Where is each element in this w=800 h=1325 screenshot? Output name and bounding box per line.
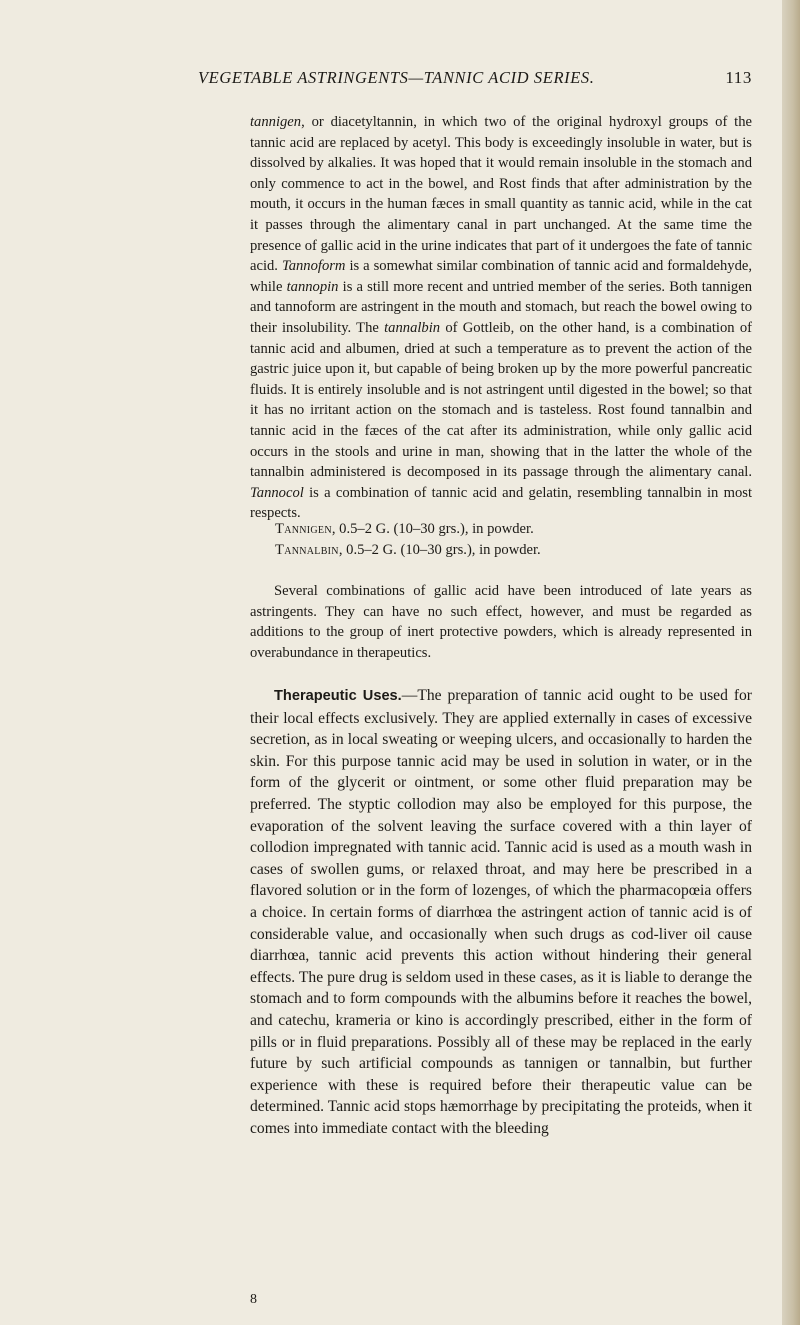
- paragraph-gallic-acid: Several combinations of gallic acid have been introduced of late years as astringents. They can have no such effect, however, and must be regarded as additions to the group of inert protective powders, which is already represented in overabundance in therapeutics.: [250, 583, 752, 661]
- dosage-amount: , 0.5–2 G. (10–30 grs.), in powder.: [331, 521, 534, 537]
- section-heading: Therapeutic Uses.: [274, 688, 402, 704]
- p1-seg: tannalbin: [384, 319, 441, 336]
- page-edge-shadow: [782, 0, 800, 1325]
- paragraph-tannigen: [250, 112, 752, 524]
- dosage-line-tannigen: [275, 519, 745, 540]
- p1-seg: Tannocol: [250, 484, 304, 501]
- p1-seg: of Gottleib, on the other hand, is a combination of tannic acid and albumen, dried at such a temperature as to prevent the action of the gastric juice upon it, but capable of being broken up by the more powerful pancreatic fluids. It is entirely insoluble and is not astringent until digested in the bowel; so that it has no irritant action on the stomach and is tasteless. Rost found tannalbin and tannic acid in the fæces of the cat after its administration, while only gallic acid occurs in the stools and urine in man, showing that in the latter the whole of the tannalbin administered is decomposed in its passage through the alimentary canal.: [250, 319, 752, 481]
- dosage-amount: , 0.5–2 G. (10–30 grs.), in powder.: [338, 541, 541, 558]
- running-head: [198, 68, 752, 98]
- paragraph-body: —The preparation of tannic acid ought to be used for their local effects exclusively. They are applied externally in cases of excessive secretion, as in local sweating or weeping ulcers, and occasionally to harden the skin. For this purpose tannic acid may be used in solution in water, or in the form of the glycerit or ointment, or some other fluid preparation may be preferred. The styptic collodion may also be employed for this purpose, the evaporation of the solvent leaving the surface covered with a thin layer of collodion impregnated with tannic acid. Tannic acid is used as a mouth wash in cases of swollen gums, or relaxed throat, and may here be prescribed in a flavored solution or in the form of lozenges, of which the pharmacopœia offers a choice. In certain forms of diarrhœa the astringent action of tannic acid is of considerable value, and occasionally when such drugs as cod-liver oil cause diarrhœa, tannic acid prevents this action without hindering their general effects. The pure drug is seldom used in these cases, as it is liable to derange the stomach and to form compounds with the albumins before it reaches the bowel, and catechu, krameria or kino is accordingly prescribed, either in the form of pills or in fluid preparations. Possibly all of these may be replaced in the early future by such artificial compounds as tannigen or tannalbin, but further experience with these is required before their therapeutic value can be determined. Tannic acid stops hæmorrhage by precipitating the proteids, when it comes into immediate contact with the bleeding: [250, 687, 752, 1137]
- p1-seg: is a still more recent and untried member of the series. Both tannigen and tannoform are astringent in the mouth and stomach, but reach the bowel owing to their insolubility. The: [250, 278, 753, 336]
- p1-seg: is a combination of tannic acid and gelatin, resembling tannalbin in most respects.: [250, 484, 752, 522]
- running-title: VEGETABLE ASTRINGENTS—TANNIC ACID SERIES.: [198, 68, 595, 87]
- dosage-line-tannalbin: [275, 540, 745, 561]
- p1-seg: Tannoform: [281, 258, 346, 275]
- dosage-list: [275, 519, 745, 560]
- dosage-name: Tannigen: [275, 521, 332, 537]
- p1-seg: tannopin: [286, 278, 339, 295]
- paragraph-therapeutic-uses: [250, 685, 752, 1139]
- p1-seg: tannigen: [250, 114, 302, 130]
- signature-mark: 8: [250, 1292, 257, 1307]
- p1-seg: is a somewhat similar combination of tannic acid and formaldehyde, while: [250, 258, 752, 295]
- dosage-name: Tannalbin: [275, 541, 339, 558]
- p1-seg: , or diacetyltannin, in which two of the original hydroxyl groups of the tannic acid are replaced by acetyl. This body is exceedingly insoluble in water, but is dissolved by alkalies. It was hoped that it would remain insoluble in the stomach and only commence to act in the bowel, and Rost finds that after administration by the mouth, it occurs in the human fæces in small quantity as tannic acid, while in the cat it passes through the alimentary canal in part unchanged. At the same time the presence of gallic acid in the urine indicates that part of it undergoes the fate of tannic acid.: [250, 114, 752, 275]
- page-number: 113: [725, 68, 752, 87]
